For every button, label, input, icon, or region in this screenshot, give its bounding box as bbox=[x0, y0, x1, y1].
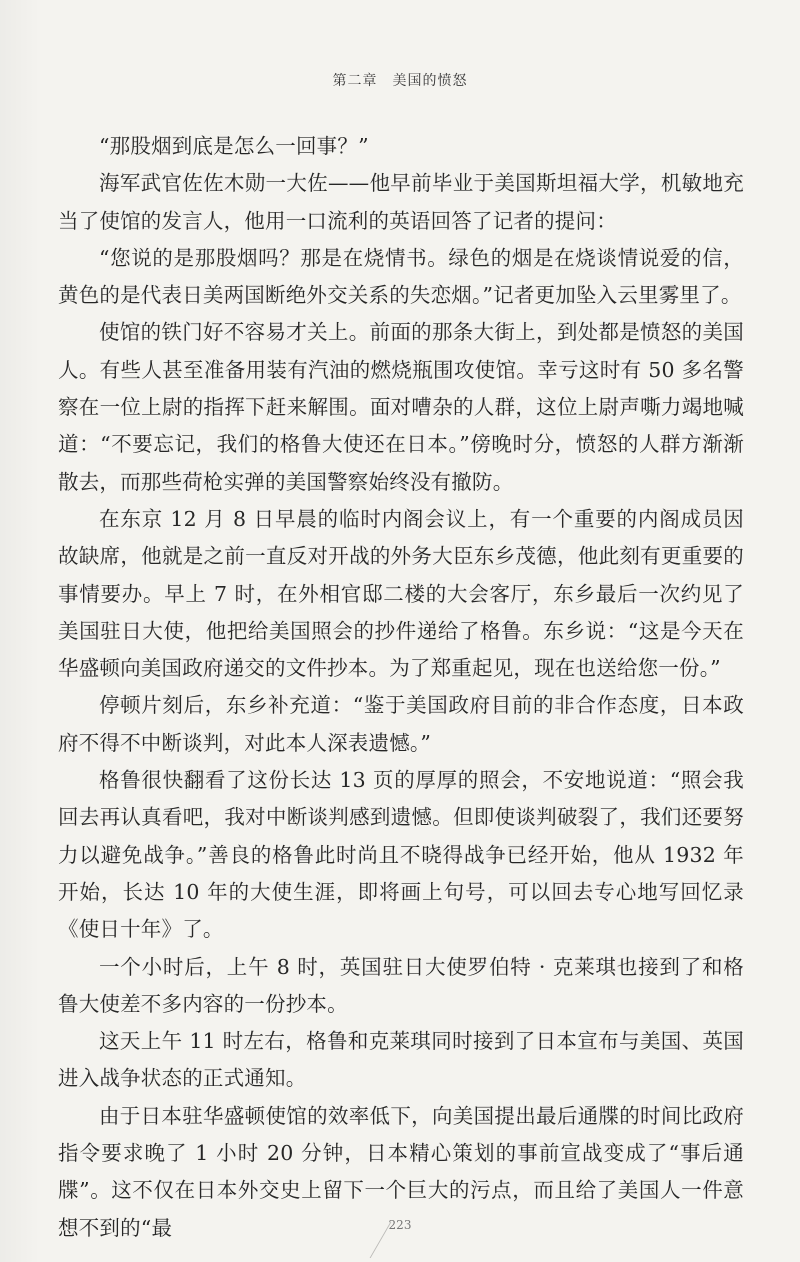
paragraph: 在东京 12 月 8 日早晨的临时内阁会议上，有一个重要的内阁成员因故缺席，他就是之前一直反对开战的外务大臣东乡茂德，他此刻有更重要的事情要办。早上 7 时，在外相官邸二楼的大会客厅，东乡最后一次约见了美国驻日大使，他把给美国照会的抄件递给了格鲁。东乡说：“这是今天在华盛顿向美国政府递交的文件抄本。为了郑重起见，现在也送给您一份。” bbox=[58, 506, 744, 681]
paragraph: “那股烟到底是怎么一回事？” bbox=[99, 134, 369, 158]
running-header: 第二章 美国的愤怒 bbox=[332, 73, 468, 89]
paragraph: 这天上午 11 时左右，格鲁和克莱琪同时接到了日本宣布与美国、英国进入战争状态的正式通知。 bbox=[58, 1029, 744, 1091]
paragraph: “您说的是那股烟吗？那是在烧情书。绿色的烟是在烧谈情说爱的信，黄色的是代表日美两国断绝外交关系的失恋烟。”记者更加坠入云里雾里了。 bbox=[58, 245, 744, 308]
page-number: 223 bbox=[388, 1218, 412, 1232]
body-text bbox=[58, 128, 744, 1247]
paragraph: 由于日本驻华盛顿使馆的效率低下，向美国提出最后通牒的时间比政府指令要求晚了 1 小时 20 分钟，日本精心策划的事前宣战变成了“事后通牒”。这不仅在日本外交史上留下一个巨大的污点，而且给了美国人一件意想不到的“最 bbox=[58, 1103, 744, 1240]
paragraph: 停顿片刻后，东乡补充道：“鉴于美国政府目前的非合作态度，日本政府不得不中断谈判，对此本人深表遗憾。” bbox=[58, 693, 744, 755]
paragraph: 海军武官佐佐木勋一大佐——他早前毕业于美国斯坦福大学，机敏地充当了使馆的发言人，他用一口流利的英语回答了记者的提问： bbox=[58, 171, 744, 233]
paragraph: 格鲁很快翻看了这份长达 13 页的厚厚的照会，不安地说道：“照会我回去再认真看吧，我对中断谈判感到遗憾。但即使谈判破裂了，我们还要努力以避免战争。”善良的格鲁此时尚且不晓得战争已经开始，他从 1932 年开始，长达 10 年的大使生涯，即将画上句号，可以回去专心地写回忆录《使日十年》了。 bbox=[58, 768, 744, 942]
paragraph: 一个小时后，上午 8 时，英国驻日大使罗伯特 · 克莱琪也接到了和格鲁大使差不多内容的一份抄本。 bbox=[58, 954, 744, 1016]
paragraph: 使馆的铁门好不容易才关上。前面的那条大街上，到处都是愤怒的美国人。有些人甚至准备用装有汽油的燃烧瓶围攻使馆。幸亏这时有 50 多名警察在一位上尉的指挥下赶来解围。面对嘈杂的人群，这位上尉声嘶力竭地喊道：“不要忘记，我们的格鲁大使还在日本。”傍晚时分，愤怒的人群方渐渐散去，而那些荷枪实弹的美国警察始终没有撤防。 bbox=[58, 320, 744, 494]
